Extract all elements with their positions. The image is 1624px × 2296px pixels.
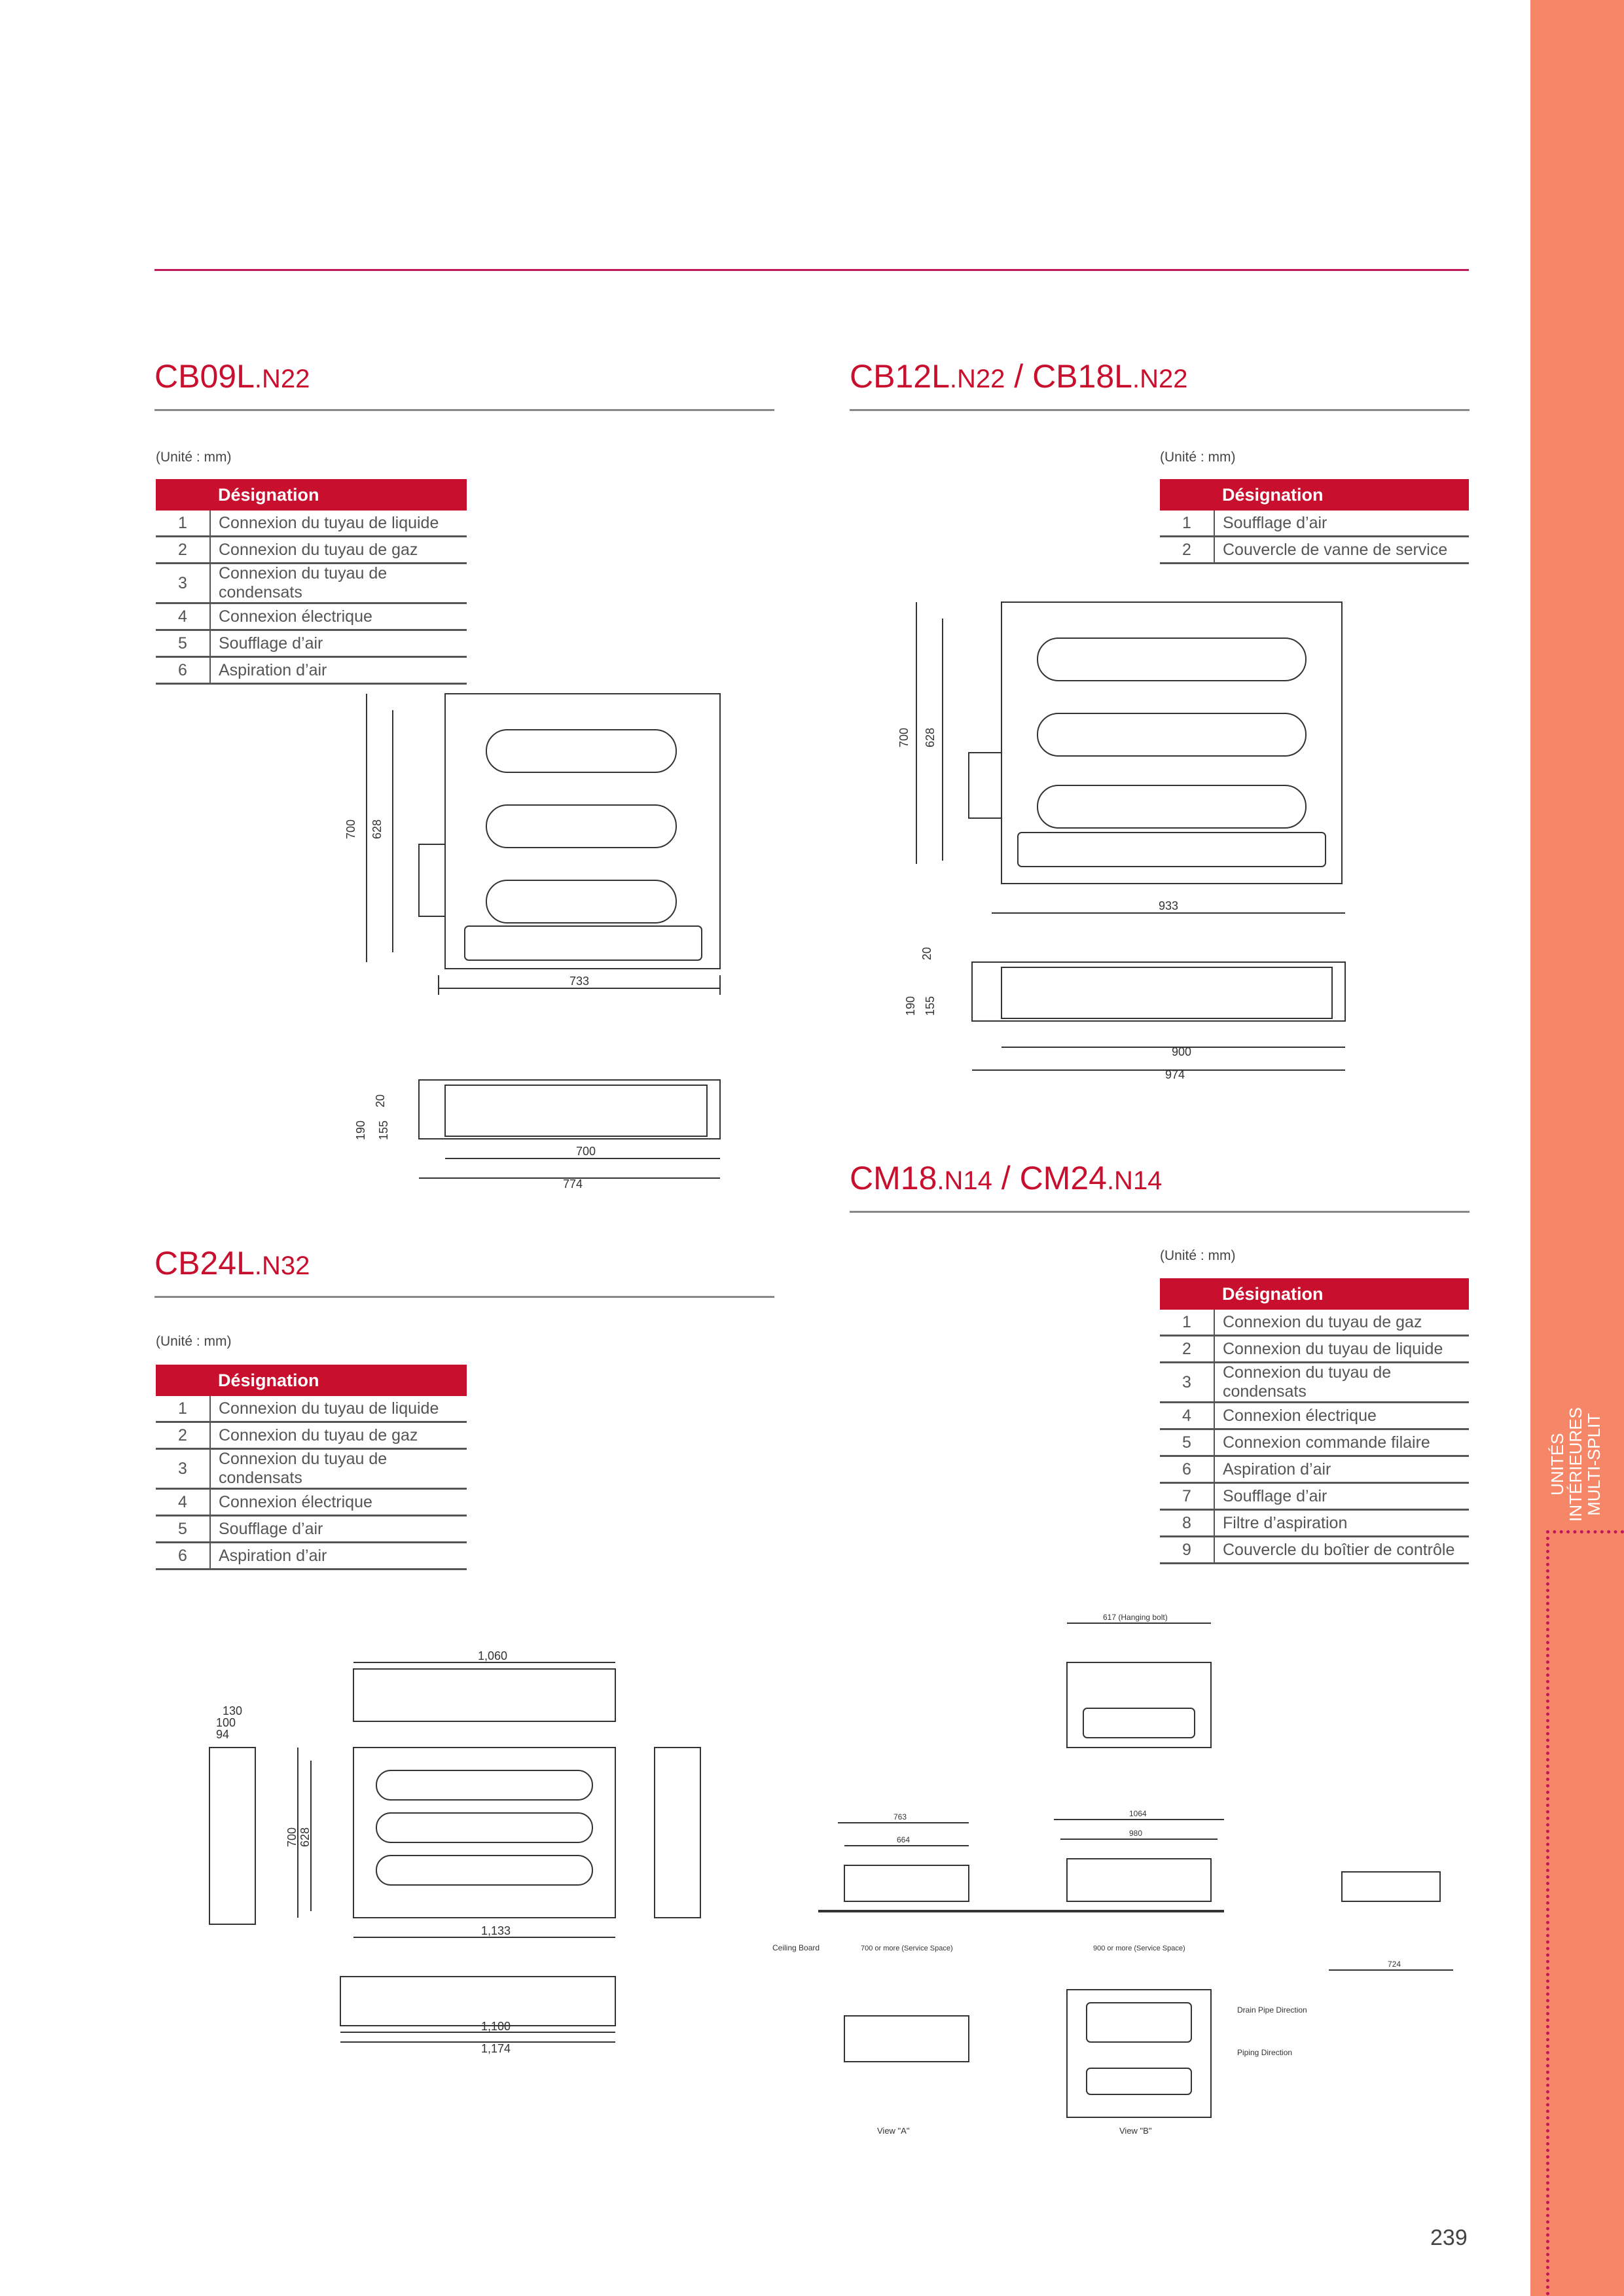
dim-label: 94: [216, 1728, 230, 1741]
dim-label: 664: [897, 1835, 911, 1844]
dim-label: 763: [893, 1812, 907, 1821]
table-row: 1 Connexion du tuyau de liquide: [156, 511, 467, 537]
dim-label: Ceiling Board: [772, 1943, 820, 1952]
top-rule: [154, 269, 1469, 271]
dim-label: 974: [1165, 1068, 1185, 1081]
sidebar-label-line: UNITÉS: [1547, 1433, 1567, 1496]
table-row: 4 Connexion électrique: [156, 603, 467, 630]
model-name: CB12L: [850, 358, 950, 395]
table-row: 1 Connexion du tuyau de gaz: [1160, 1310, 1469, 1336]
table-row: 6 Aspiration d’air: [156, 657, 467, 684]
table-row: 6 Aspiration d’air: [1160, 1456, 1469, 1483]
designation-table-cb09: [156, 479, 467, 685]
page-number: 239: [1430, 2225, 1468, 2250]
dim-label: 900 or more (Service Space): [1093, 1945, 1185, 1952]
model-name: CM18: [850, 1160, 937, 1196]
table-row: 8 Filtre d’aspiration: [1160, 1510, 1469, 1537]
table-row: 4 Connexion électrique: [1160, 1403, 1469, 1429]
dim-label: 1,174: [481, 2042, 511, 2055]
dim-label: 155: [377, 1120, 390, 1140]
dim-label: 933: [1159, 899, 1179, 912]
dim-label: 617 (Hanging bolt): [1103, 1613, 1168, 1622]
drawing-cm18: [766, 1610, 1479, 2147]
sidebar-dotted-border: [1546, 1530, 1624, 2296]
dim-label: 700: [344, 819, 357, 839]
dim-label: Piping Direction: [1237, 2048, 1293, 2057]
section-title-cb09: [154, 357, 774, 411]
model-suffix: .N22: [1132, 365, 1188, 393]
sidebar-label-line: INTÉRIEURES: [1566, 1407, 1585, 1522]
dim-label: 190: [354, 1120, 367, 1140]
table-header: Désignation: [210, 479, 467, 511]
table-row: 7 Soufflage d’air: [1160, 1483, 1469, 1510]
unit-note: (Unité : mm): [156, 1334, 232, 1349]
dim-label: 1,133: [481, 1924, 511, 1937]
dim-label: 724: [1388, 1960, 1401, 1969]
dim-label: 628: [370, 819, 384, 839]
drawing-cb24: [183, 1649, 733, 2055]
dim-label: 733: [569, 975, 590, 988]
model-suffix: .N22: [254, 365, 310, 393]
dim-label: 628: [924, 727, 937, 747]
drawing-cb12: [890, 589, 1362, 1093]
dim-label: Drain Pipe Direction: [1237, 2005, 1307, 2015]
section-title-cm18: [850, 1158, 1470, 1213]
dim-label: View "A": [877, 2126, 910, 2136]
model-suffix: .N32: [254, 1251, 310, 1280]
model-name: CB24L: [154, 1245, 255, 1282]
section-title-cb24: [154, 1244, 774, 1298]
table-header: Désignation: [1214, 479, 1469, 511]
separator: /: [992, 1160, 1020, 1196]
table-row: 5 Connexion commande filaire: [1160, 1429, 1469, 1456]
model-suffix: .N14: [937, 1166, 992, 1195]
dim-label: 190: [904, 996, 917, 1016]
model-suffix: .N22: [949, 365, 1005, 393]
table-row: 5 Soufflage d’air: [156, 630, 467, 657]
table-row: 2 Couvercle de vanne de service: [1160, 537, 1469, 564]
dim-label: 900: [1172, 1045, 1192, 1058]
unit-note: (Unité : mm): [156, 450, 232, 465]
table-row: 5 Soufflage d’air: [156, 1516, 467, 1543]
dim-label: 774: [563, 1177, 583, 1191]
designation-table-cb24: [156, 1365, 467, 1570]
dim-label: 130: [223, 1704, 243, 1717]
table-row: 4 Connexion électrique: [156, 1489, 467, 1516]
table-row: 1 Connexion du tuyau de liquide: [156, 1396, 467, 1422]
table-row: 3 Connexion du tuyau de condensats: [156, 1449, 467, 1489]
dim-label: 700: [897, 727, 911, 747]
table-header: Désignation: [1214, 1278, 1469, 1310]
designation-table-cm18: [1160, 1278, 1469, 1564]
sidebar-label-line: MULTI-SPLIT: [1584, 1412, 1604, 1516]
separator: /: [1005, 358, 1033, 395]
dim-label: 1,100: [481, 2020, 511, 2033]
table-row: 6 Aspiration d’air: [156, 1543, 467, 1570]
section-title-cb12: [850, 357, 1470, 411]
table-row: 3 Connexion du tuyau de condensats: [156, 564, 467, 603]
dim-label: 1,060: [478, 1649, 508, 1662]
unit-note: (Unité : mm): [1160, 450, 1236, 465]
dim-label: 700 or more (Service Space): [861, 1945, 953, 1952]
model-suffix: .N14: [1106, 1166, 1163, 1195]
dim-label: View "B": [1119, 2126, 1152, 2136]
table-row: 2 Connexion du tuyau de gaz: [156, 537, 467, 564]
table-row: 3 Connexion du tuyau de condensats: [1160, 1363, 1469, 1403]
drawing-cb09: [340, 681, 746, 1204]
table-row: 2 Connexion du tuyau de liquide: [1160, 1336, 1469, 1363]
table-row: 2 Connexion du tuyau de gaz: [156, 1422, 467, 1449]
model-name: CB09L: [154, 358, 255, 395]
dim-label: 980: [1129, 1829, 1143, 1838]
dim-label: 20: [374, 1094, 387, 1107]
model-name: CB18L: [1032, 358, 1132, 395]
sidebar-label: [1548, 1407, 1607, 1522]
unit-note: (Unité : mm): [1160, 1248, 1236, 1263]
table-row: 1 Soufflage d’air: [1160, 511, 1469, 537]
dim-label: 100: [216, 1716, 236, 1729]
designation-table-cb12: [1160, 479, 1469, 564]
table-row: 9 Couvercle du boîtier de contrôle: [1160, 1537, 1469, 1564]
dim-label: 628: [298, 1827, 312, 1847]
table-header: Désignation: [210, 1365, 467, 1396]
dim-label: 700: [285, 1827, 298, 1847]
dim-label: 155: [924, 996, 937, 1016]
dim-label: 1064: [1129, 1809, 1147, 1818]
dim-label: 700: [576, 1145, 596, 1158]
model-name: CM24: [1019, 1160, 1107, 1196]
dim-label: 20: [920, 946, 933, 960]
